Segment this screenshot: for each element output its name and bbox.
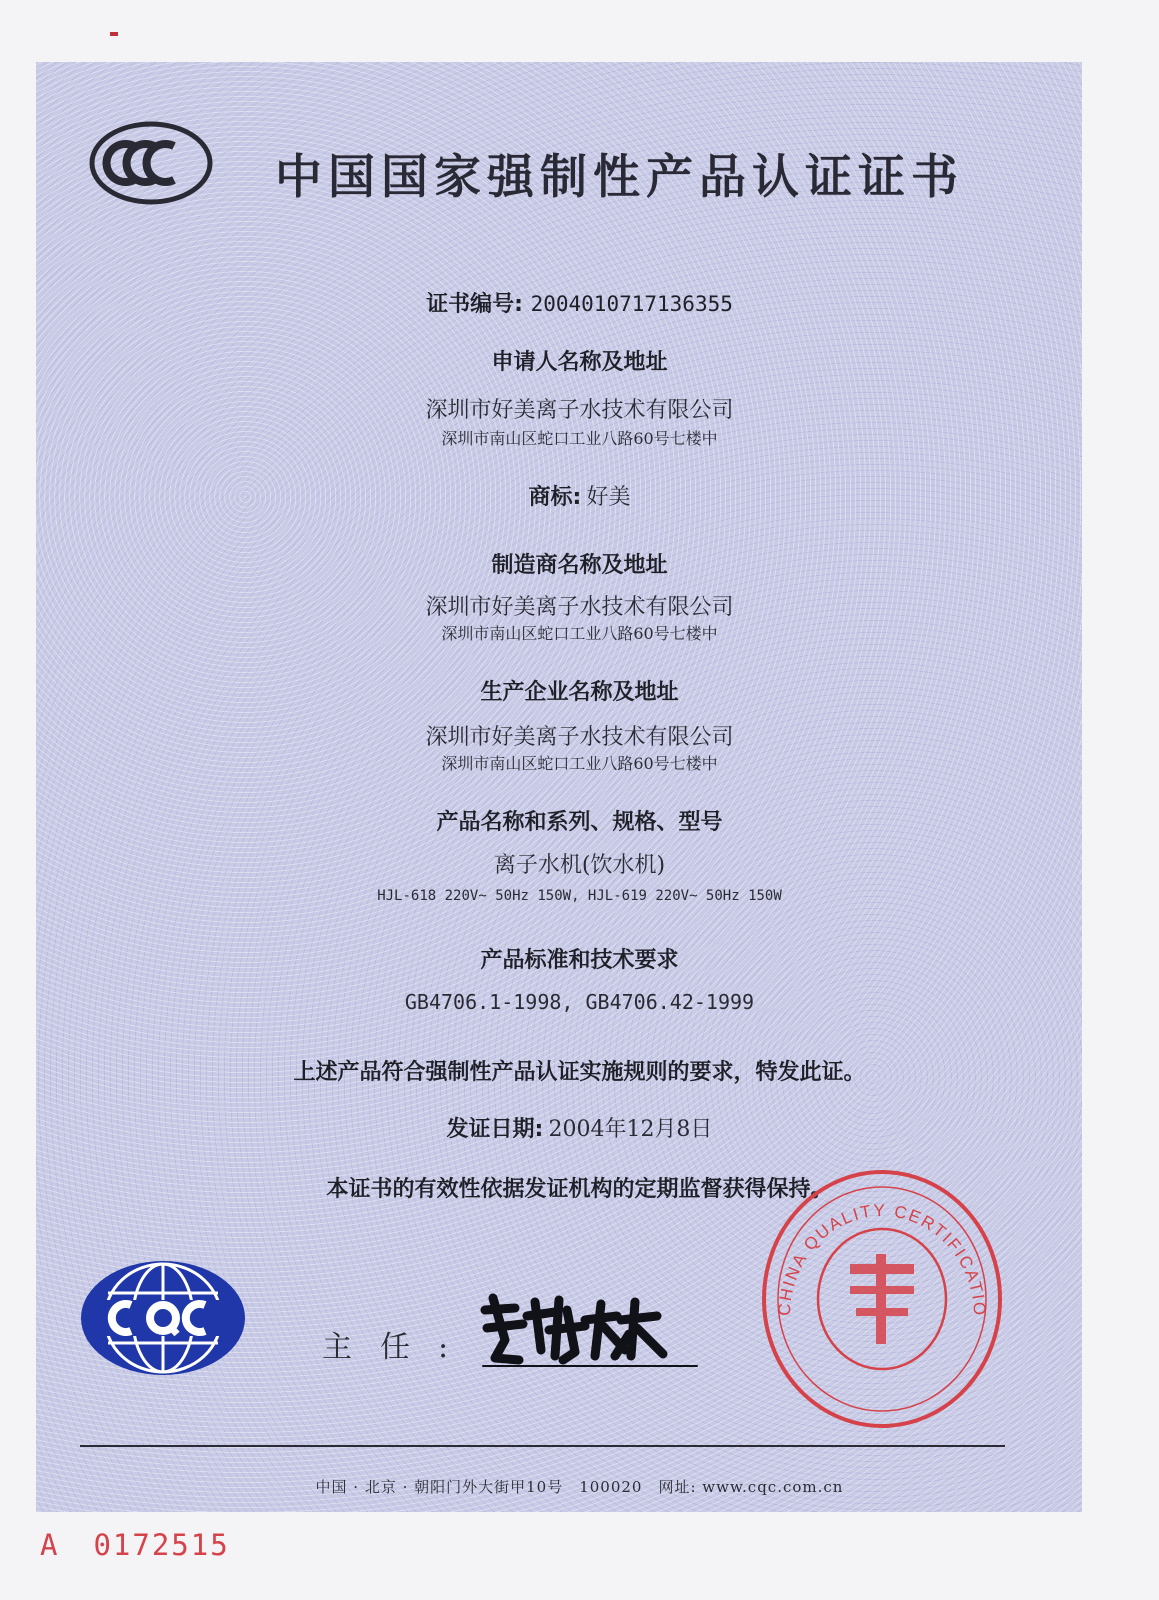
- cqc-logo-icon: [78, 1258, 248, 1378]
- issue-date-row: [0, 1112, 1159, 1143]
- footer-divider: [80, 1445, 1005, 1447]
- applicant-name: 深圳市好美离子水技术有限公司: [425, 398, 734, 423]
- cert-number-value: 2004010717136355: [530, 292, 733, 316]
- factory-address: 深圳市南山区蛇口工业八路60号七楼中: [441, 754, 718, 773]
- svg-text:CHINA QUALITY CERTIFICATION CE: CHINA QUALITY CERTIFICATIO: [774, 1200, 990, 1318]
- applicant-address: 深圳市南山区蛇口工业八路60号七楼中: [441, 429, 718, 448]
- serial-prefix: A: [40, 1528, 60, 1562]
- trademark-value: 好美: [586, 485, 631, 510]
- manufacturer-name: 深圳市好美离子水技术有限公司: [425, 595, 734, 620]
- issue-date-label: 发证日期:: [446, 1117, 544, 1142]
- factory-heading: 生产企业名称及地址: [480, 680, 679, 705]
- certificate-title: 中国国家强制性产品认证证书: [275, 150, 964, 205]
- serial-digits: 0172515: [93, 1528, 230, 1562]
- issue-date-value: 2004年12月8日: [548, 1117, 713, 1142]
- red-ink-mark: [110, 32, 118, 36]
- product-models: HJL-618 220V~ 50Hz 150W, HJL-619 220V~ 50Hz 150W: [377, 888, 782, 904]
- product-heading: 产品名称和系列、规格、型号: [436, 810, 723, 835]
- manufacturer-address: 深圳市南山区蛇口工业八路60号七楼中: [441, 624, 718, 643]
- applicant-heading: 申请人名称及地址: [491, 350, 668, 375]
- validity-statement: 本证书的有效性依据发证机构的定期监督获得保持。: [326, 1177, 833, 1202]
- factory-name: 深圳市好美离子水技术有限公司: [425, 725, 734, 750]
- footer-address: 中国 · 北京 · 朝阳门外大街甲10号 100020 网址: www.cqc.com.cn: [315, 1478, 844, 1496]
- trademark-label: 商标:: [528, 485, 582, 510]
- trademark-row: [0, 480, 1159, 511]
- serial-number: [40, 1528, 230, 1562]
- standards-value: GB4706.1-1998, GB4706.42-1999: [404, 990, 755, 1014]
- product-name: 离子水机(饮水机): [493, 853, 666, 878]
- cert-number-label: 证书编号:: [426, 292, 523, 317]
- official-seal-stamp: [760, 1168, 1004, 1430]
- compliance-statement: 上述产品符合强制性产品认证实施规则的要求，特发此证。: [293, 1060, 866, 1085]
- manufacturer-heading: 制造商名称及地址: [491, 553, 668, 578]
- director-signature: [475, 1290, 705, 1370]
- cert-number-row: [0, 287, 1159, 318]
- ccc-logo-icon: [88, 120, 214, 206]
- director-label: 主任:: [322, 1330, 477, 1365]
- standards-heading: 产品标准和技术要求: [480, 948, 679, 973]
